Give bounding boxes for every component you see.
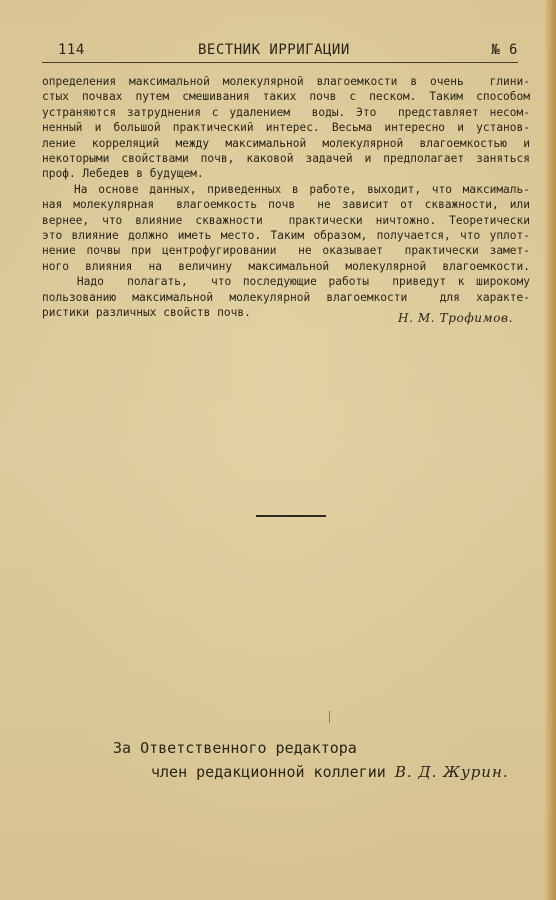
text-line: вернее, что влияние скважности практически ничтожно. Теоретически [42,213,530,227]
text-line: ристики различных свойств почв. [42,306,251,320]
page-number: 114 [58,42,85,58]
text-line: проф. Лебедев в будущем. [42,167,204,181]
text-line: ненный и большой практический интерес. Весьма интересно и установ- [42,121,530,135]
editor-role: член редакционной коллегии [151,763,386,781]
text-line: устраняются затруднения с удалением воды. Это представляет несом- [42,105,530,119]
page-edge-shading [544,0,556,900]
text-line: стых почвах путем смешивания таких почв с песком. Таким способом [42,90,530,104]
editor-name: В. Д. Журин. [394,763,509,781]
text-line: это влияние должно иметь место. Таким образом, получается, что уплот- [42,229,530,243]
article-body [42,74,530,321]
text-line: ление корреляций между максимальной молекулярной влагоемкостью и [42,136,530,150]
text-line: нение почвы при центрофугировании не оказывает практически замет- [42,244,530,258]
text-line: На основе данных, приведенных в работе, выходит, что максималь- [42,182,530,196]
text-line: ная молекулярная влагоемкость почв не зависит от скважности, или [42,198,530,212]
paper-speck [329,711,330,723]
journal-title: ВЕСТНИК ИРРИГАЦИИ [198,42,350,58]
text-line: ного влияния на величину максимальной молекулярной влагоемкости. [42,259,530,273]
editor-credit [113,736,509,784]
editor-credit-line2 [113,760,509,784]
issue-number: № 6 [491,42,518,58]
text-line: пользованию максимальной молекулярной влагоемкости для характе- [42,290,530,304]
section-divider [256,515,326,517]
text-line: определения максимальной молекулярной влагоемкости в очень глини- [42,75,530,88]
editor-credit-line1: За Ответственного редактора [113,739,357,757]
text-line: Надо полагать, что последующие работы приведут к широкому [42,275,530,289]
text-line: некоторыми свойствами почв, каковой задачей и предполагает заняться [42,152,530,166]
page-header [42,40,518,63]
author-signature: Н. М. Трофимов. [398,311,514,325]
